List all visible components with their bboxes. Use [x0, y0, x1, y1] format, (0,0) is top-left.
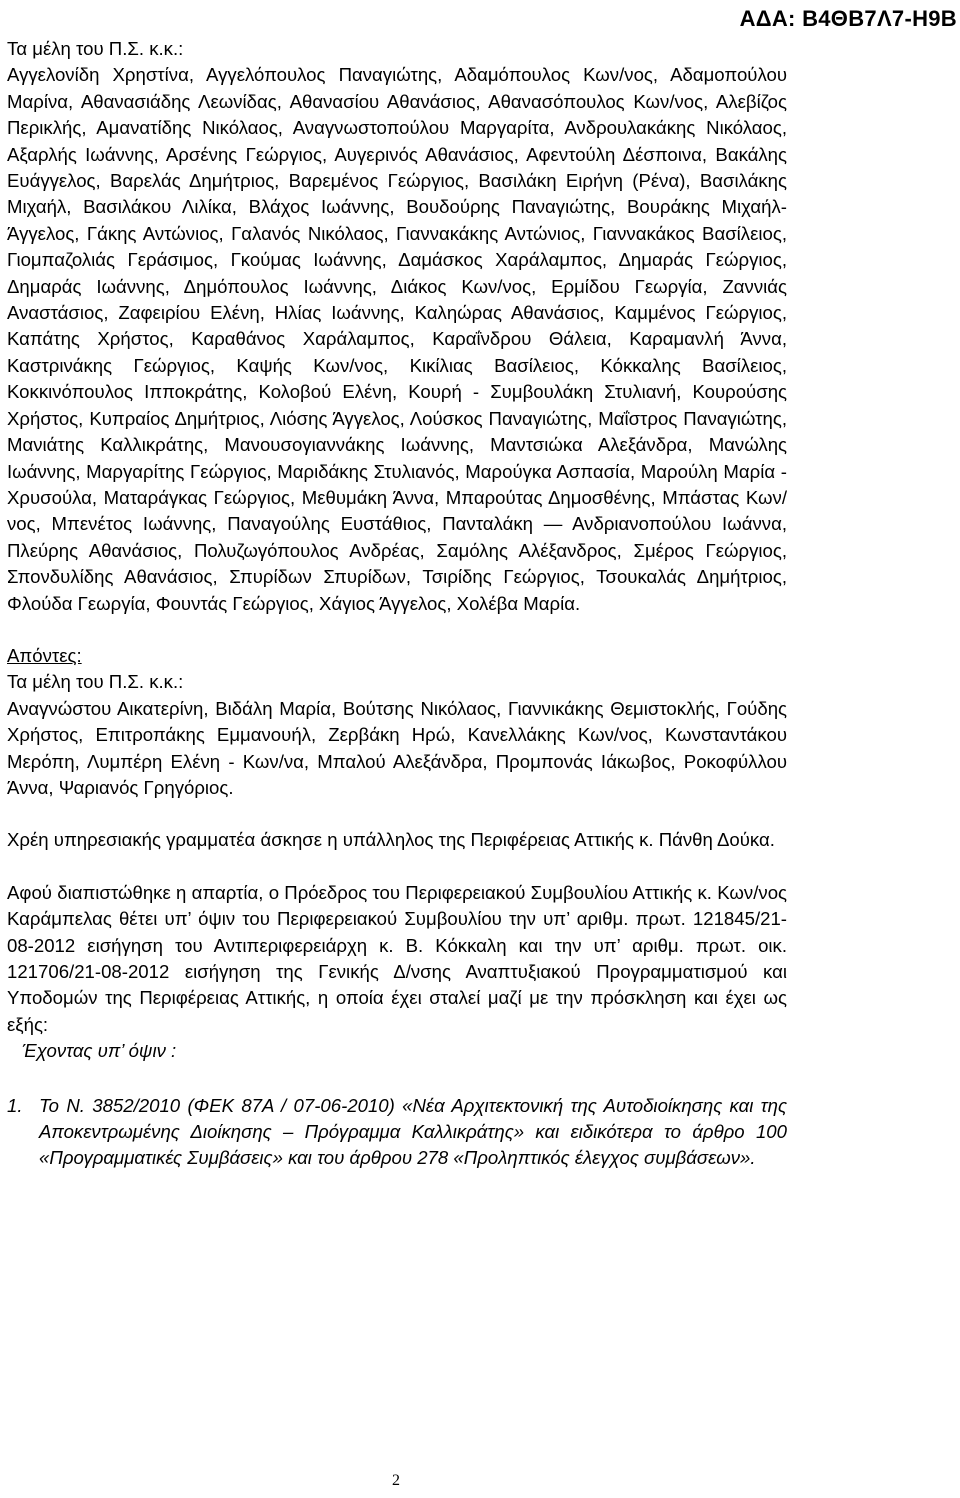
- absent-members-list: Αναγνώστου Αικατερίνη, Βιδάλη Μαρία, Βούτσης Νικόλαος, Γιαννικάκης Θεμιστοκλής, Γούδης Χρήστος, Επιτροπάκης Εμμανουήλ, Ζερβάκη Ηρώ, Κανελλάκης Κων/νος, Κωνσταντάκου Μερόπη, Λυμπέρη Ελένη - Κων/να, Μπαλού Αλεξάνδρα, Προμπονάς Ιάκωβος, Ροκοφύλλου Άννα, Ψαριανός Γρηγόριος.: [7, 697, 787, 798]
- considering-item: [7, 1093, 787, 1172]
- absent-heading: Απόντες:: [7, 644, 82, 666]
- document-body: [7, 36, 787, 1172]
- absent-members-label: Τα μέλη του Π.Σ. κ.κ.:: [7, 671, 184, 693]
- quorum-paragraph: Αφού διαπιστώθηκε η απαρτία, ο Πρόεδρος του Περιφερειακού Συμβουλίου Αττικής κ. Κων/νος Καράμπελας θέτει υπ’ όψιν του Περιφερειακού Συμβουλίου την υπ’ αριθμ. πρωτ. 121845/21-08-2012 εισήγηση του Αντιπεριφερειάρχη κ. Β. Κόκκαλη και την υπ’ αριθμ. πρωτ. οικ. 121706/21-08-2012 εισήγηση της Γενικής Δ/νσης Αναπτυξιακού Προγραμματισμού και Υποδομών της Περιφέρειας Αττικής, η οποία έχει σταλεί μαζί με την πρόσκληση και έχει ως εξής:: [7, 881, 787, 1035]
- present-members-label: Τα μέλη του Π.Σ. κ.κ.:: [7, 38, 184, 59]
- secretary-paragraph: Χρέη υπηρεσιακής γραμματέα άσκησε η υπάλληλος της Περιφέρειας Αττικής κ. Πάνθη Δούκα.: [7, 829, 775, 851]
- present-members-list: Αγγελονίδη Χρηστίνα, Αγγελόπουλος Παναγιώτης, Αδαμόπουλος Κων/νος, Αδαμοπούλου Μαρίνα, Αθανασιάδης Λεωνίδας, Αθανασίου Αθανάσιος, Αθανασόπουλος Κων/νος, Αλεβίζος Περικλής, Αμανατίδης Νικόλαος, Αναγνωστοπούλου Μαργαρίτα, Ανδρουλακάκης Νικόλαος, Αξαρλής Ιωάννης, Αρσένης Γεώργιος, Αυγερινός Αθανάσιος, Αφεντούλη Δέσποινα, Βακάλης Ευάγγελος, Βαρελάς Δημήτριος, Βαρεμένος Γεώργιος, Βασιλάκη Ειρήνη (Ρένα), Βασιλάκης Μιχαήλ, Βασιλάκου Λιλίκα, Βλάχος Ιωάννης, Βουδούρης Παναγιώτης, Βουράκης Μιχαήλ-Άγγελος, Γάκης Αντώνιος, Γαλανός Νικόλαος, Γιαννακάκης Αντώνιος, Γιαννακάκος Βασίλειος, Γιομπαζολιάς Γεράσιμος, Γκούμας Ιωάννης, Δαμάσκος Χαράλαμπος, Δημαράς Γεώργιος, Δημαράς Ιωάννης, Δημόπουλος Ιωάννης, Διάκος Κων/νος, Ερμίδου Γεωργία, Ζαννιάς Αναστάσιος, Ζαφειρίου Ελένη, Ηλίας Ιωάννης, Καληώρας Αθανάσιος, Καμμένος Γεώργιος, Καπάτης Χρήστος, Καραθάνος Χαράλαμπος, Καραΐνδρου Θάλεια, Καραμανλή Άννα, Καστρινάκης Γεώργιος, Καψής Κων/νος, Κικίλιας Βασίλειος, Κόκκαλης Βασίλειος, Κοκκινόπουλος Ιπποκράτης, Κολοβού Ελένη, Κουρή - Συμβουλάκη Στυλιανή, Κουρούσης Χρήστος, Κυπραίος Δημήτριος, Λιόσης Άγγελος, Λούσκος Παναγιώτης, Μαΐστρος Παναγιώτης, Μανιάτης Καλλικράτης, Μανουσογιαννάκης Ιωάννης, Μαντσιώκα Αλεξάνδρα, Μανώλης Ιωάννης, Μαργαρίτης Γεώργιος, Μαριδάκης Στυλιανός, Μαρούγκα Ασπασία, Μαρούλη Μαρία - Χρυσούλα, Ματαράγκας Γεώργιος, Μεθυμάκη Άννα, Μπαρούτας Δημοσθένης, Μπάστας Κων/νος, Μπενέτος Ιωάννης, Παναγούλης Ευστάθιος, Πανταλάκη — Ανδριανοπούλου Ιωάννα, Πλεύρης Αθανάσιος, Πολυζωγόπουλος Ανδρέας, Σαμόλης Αλέξανδρος, Σμέρος Γεώργιος, Σπονδυλίδης Αθανάσιος, Σπυρίδων Σπυρίδων, Τσιρίδης Γεώργιος, Τσουκαλάς Δημήτριος, Φλούδα Γεωργία, Φουντάς Γεώργιος, Χάγιος Άγγελος, Χολέβα Μαρία.: [7, 64, 787, 614]
- considering-item-text: Το Ν. 3852/2010 (ΦΕΚ 87Α / 07-06-2010) «Νέα Αρχιτεκτονική της Αυτοδιοίκησης και της Αποκεντρωμένης Διοίκησης – Πρόγραμμα Καλλικράτης» και ειδικότερα το άρθρο 100 «Προγραμματικές Συμβάσεις» και του άρθρου 278 «Προληπτικός έλεγχος συμβάσεων».: [39, 1094, 787, 1169]
- ada-code: ΑΔΑ: Β4ΘΒ7Λ7-Η9Β: [739, 6, 957, 31]
- considering-heading: Έχοντας υπ’ όψιν :: [22, 1040, 177, 1062]
- considering-item-number: 1.: [7, 1094, 23, 1116]
- page-number: 2: [392, 1472, 400, 1489]
